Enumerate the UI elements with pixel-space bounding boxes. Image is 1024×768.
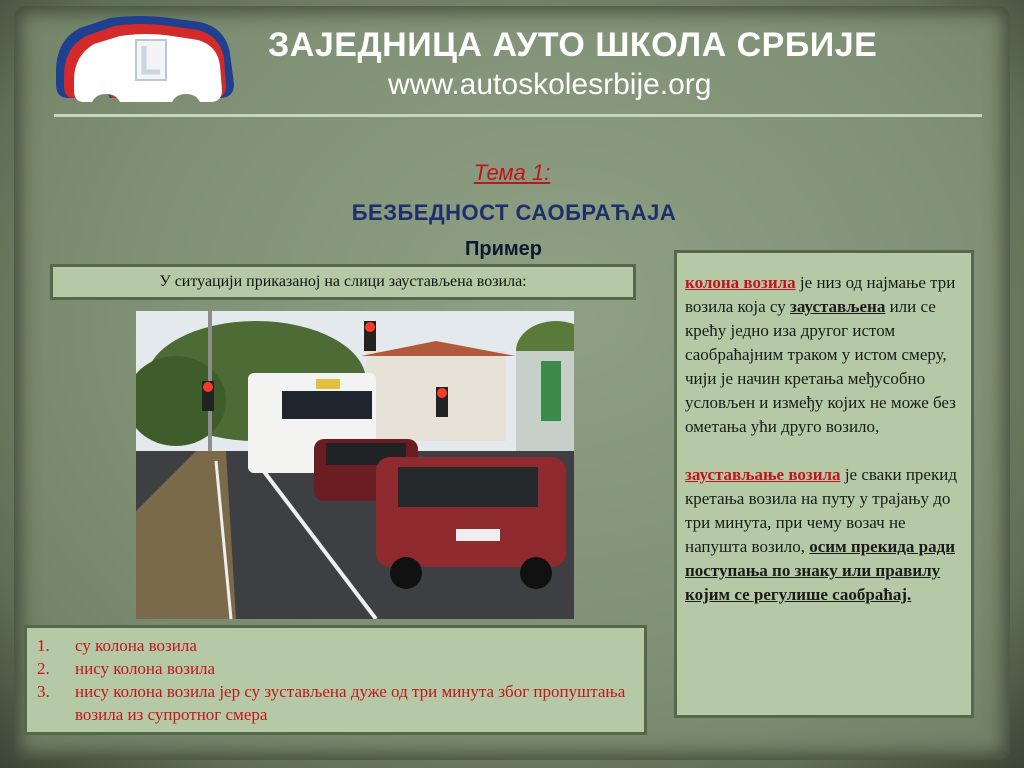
definition-text: је низ од најмање три возила која су: [685, 273, 956, 316]
answer-text: нису колона возила јер су зустављена дуже од три минута због пропуштања возила из супротног смера: [75, 682, 626, 724]
answer-number: 1.: [37, 636, 50, 655]
answer-text: нису колона возила: [75, 659, 216, 678]
definition-text: или се крећу једно иза другог истом саобраћајним траком у истом смеру, чији је начин кретања међусобно условљен и између којих не може без ометања ући друго возило,: [685, 297, 956, 436]
definition-column-of-vehicles: [685, 271, 963, 439]
topic-title: БЕЗБЕДНОСТ САОБРАЋАЈА: [351, 200, 677, 225]
answer-option[interactable]: [27, 657, 636, 680]
answer-option[interactable]: [27, 634, 636, 657]
example-label: Пример: [465, 238, 543, 260]
definition-box: [674, 250, 974, 718]
answer-option[interactable]: [27, 680, 636, 726]
answer-number: 2.: [37, 659, 50, 678]
situation-box: [50, 264, 636, 300]
car-l-plate-logo-icon: [50, 14, 238, 106]
organization-title: ЗАЈЕДНИЦА АУТО ШКОЛА СРБИЈЕ: [268, 26, 878, 64]
definition-emphasis: заустављена: [790, 297, 886, 316]
situation-text: У ситуацији приказаној на слици заустављена возила:: [159, 273, 527, 290]
definition-stopping-vehicle: [685, 463, 963, 607]
website-url: www.autoskolesrbije.org: [388, 68, 712, 101]
topic-number: Тема 1:: [473, 160, 551, 185]
definition-term: колона возила: [685, 273, 796, 292]
definition-term: заустављање возила: [685, 465, 841, 484]
answer-text: су колона возила: [75, 636, 197, 655]
definition-text: је сваки прекид кретања возила на путу у трајању до три минута, при чему возач не напушта возило,: [685, 465, 957, 556]
definition-emphasis: осим прекида ради поступања по знаку или правилу којим се регулише саобраћај.: [685, 537, 956, 604]
header-divider: [54, 114, 982, 117]
answer-options: [24, 625, 647, 735]
traffic-queue-photo-icon: [136, 311, 574, 619]
answer-number: 3.: [37, 682, 50, 701]
